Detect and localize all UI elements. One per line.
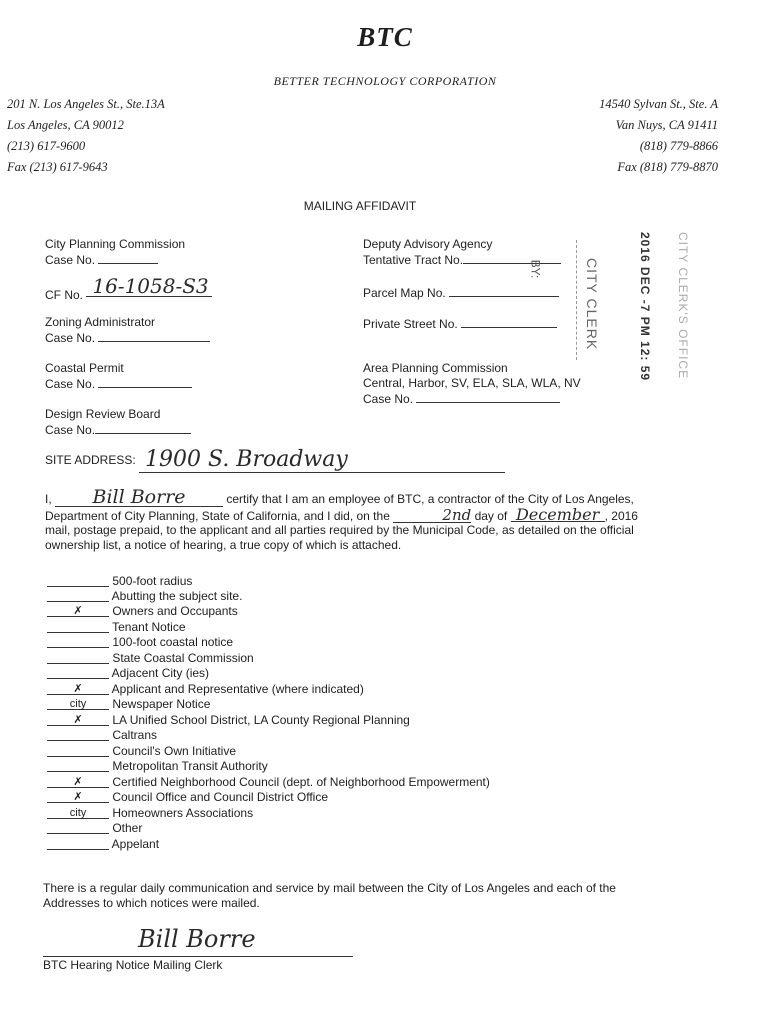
checklist-mark[interactable] [47,759,109,772]
checklist-label: Other [112,821,143,835]
closing-line1: There is a regular daily communication and service by mail between the City of Los Angeles and each of the [43,881,616,895]
checklist-mark[interactable] [47,821,109,834]
checklist-label: 500-foot radius [112,574,193,588]
drb-label: Design Review Board [45,407,161,421]
checklist-label: Newspaper Notice [112,697,211,711]
right-address-line: Van Nuys, CA 91411 [615,118,718,132]
document-heading: MAILING AFFIDAVIT [303,199,417,213]
checklist-item[interactable] [47,635,233,650]
checklist-mark[interactable]: ✗ [47,790,109,803]
checklist-label: State Coastal Commission [112,651,254,665]
private-field [363,316,557,332]
company-logo-title: BTC [357,22,413,52]
checklist-label: Homeowners Associations [112,806,254,820]
checklist-item[interactable] [47,666,209,681]
signature-value[interactable]: Bill Borre [43,922,353,957]
coastal-case-input[interactable] [98,376,192,388]
checklist-mark[interactable]: ✗ [47,775,109,788]
site-address-label: SITE ADDRESS: [45,453,136,467]
checklist-item[interactable] [47,682,364,697]
closing-line2: Addresses to which notices were mailed. [43,896,260,910]
checklist-label: Certified Neighborhood Council (dept. of Neighborhood Empowerment) [112,775,490,789]
certify-prefix: I, [45,492,52,506]
coastal-case-label: Case No. [45,377,96,391]
certify-name[interactable]: Bill Borre [55,488,223,507]
private-label: Private Street No. [363,317,458,331]
checklist-label: LA Unified School District, LA County Regional Planning [112,713,410,727]
apc-areas: Central, Harbor, SV, ELA, SLA, WLA, NV [363,376,581,390]
left-address-line: Los Angeles, CA 90012 [7,118,124,132]
stamp-date: 2016 DEC -7 PM 12: 59 [638,232,652,382]
checklist-item[interactable] [47,604,238,619]
apc-case-input[interactable] [416,391,560,403]
checklist-mark[interactable] [47,635,109,648]
checklist-item[interactable] [47,713,410,728]
checklist-item[interactable] [47,651,254,666]
drb-case-label: Case No. [45,423,96,437]
checklist-label: Applicant and Representative (where indicated) [111,682,364,696]
certify-day[interactable]: 2nd [393,509,471,523]
checklist-mark[interactable] [47,620,109,633]
cpc-case-label: Case No. [45,253,96,267]
left-address-block [7,94,165,178]
checklist-mark[interactable] [47,837,109,850]
checklist-mark[interactable]: ✗ [47,713,109,726]
checklist-label: Appelant [111,837,160,851]
right-address-line: Fax (818) 779-8870 [617,160,718,174]
checklist-label: 100-foot coastal notice [112,635,234,649]
tract-label: Tentative Tract No. [363,253,464,267]
checklist-item[interactable] [47,759,268,774]
site-address-field [45,448,505,478]
za-case-input[interactable] [98,330,210,342]
company-name: BETTER TECHNOLOGY CORPORATION [273,74,497,88]
closing-statement [43,881,616,911]
coastal-field [45,361,192,392]
checklist-item[interactable] [47,744,236,759]
cpc-case-input[interactable] [98,252,158,264]
certification-paragraph [45,488,735,553]
right-address-block [599,94,718,178]
certify-line1: certify that I am an employee of BTC, a contractor of the City of Los Angeles, [226,492,634,506]
cf-field [45,276,212,302]
certify-line2a: Department of City Planning, State of California, and I did, on the [45,509,390,523]
checklist-mark[interactable] [47,574,109,587]
checklist-item[interactable] [47,806,253,821]
left-address-line: (213) 617-9600 [7,139,86,153]
checklist-item[interactable] [47,790,328,805]
checklist-item[interactable] [47,697,210,712]
signature-caption: BTC Hearing Notice Mailing Clerk [43,958,223,972]
daa-label: Deputy Advisory Agency [363,237,493,251]
cf-value[interactable]: 16-1058-S3 [86,276,212,297]
checklist-mark[interactable]: ✗ [47,682,109,695]
checklist-mark[interactable]: ✗ [47,604,109,617]
checklist-item[interactable] [47,620,186,635]
right-address-line: 14540 Sylvan St., Ste. A [599,97,718,111]
checklist-label: Owners and Occupants [112,604,238,618]
checklist-label: Abutting the subject site. [111,589,243,603]
checklist-label: Adjacent City (ies) [111,666,210,680]
drb-field [45,407,191,438]
coastal-label: Coastal Permit [45,361,124,375]
drb-case-input[interactable] [95,422,191,434]
checklist-mark[interactable] [47,666,109,679]
checklist-label: Caltrans [112,728,158,742]
cf-label: CF No. [45,288,84,302]
site-address-value[interactable]: 1900 S. Broadway [139,448,505,473]
za-label: Zoning Administrator [45,315,156,329]
apc-case-label: Case No. [363,392,414,406]
certify-year: , 2016 [604,509,638,523]
checklist-label: Council's Own Initiative [112,744,237,758]
za-case-label: Case No. [45,331,96,345]
checklist-item[interactable] [47,837,159,852]
checklist-mark[interactable] [47,744,109,757]
right-address-line: (818) 779-8866 [639,139,718,153]
checklist-mark[interactable] [47,589,109,602]
apc-label: Area Planning Commission [363,361,508,375]
city-clerk-stamp [528,232,710,390]
checklist-mark[interactable]: city [47,806,109,819]
checklist-item[interactable] [47,728,157,743]
checklist-mark[interactable]: city [47,697,109,710]
za-field [45,315,210,346]
left-address-line: 201 N. Los Angeles St., Ste.13A [7,97,165,111]
checklist-item[interactable] [47,589,242,604]
certify-month[interactable]: December [511,508,605,522]
checklist-label: Tenant Notice [112,620,186,634]
left-address-line: Fax (213) 617-9643 [7,160,108,174]
stamp-clerk: CITY CLERK [584,258,600,351]
stamp-office: CITY CLERK'S OFFICE [676,232,690,380]
signature-block [43,922,353,972]
checklist-mark[interactable] [47,728,109,741]
parcel-field [363,285,559,301]
certify-line4: ownership list, a notice of hearing, a true copy of which is attached. [45,538,402,552]
checklist-label: Metropolitan Transit Authority [112,759,268,773]
stamp-by: BY: [528,259,543,279]
certify-line3: mail, postage prepaid, to the applicant and all parties required by the Municipal Code, as detailed on the official [45,523,634,537]
checklist-mark[interactable] [47,651,109,664]
parcel-label: Parcel Map No. [363,286,446,300]
checklist-item[interactable] [47,821,142,836]
checklist-label: Council Office and Council District Office [112,790,328,804]
certify-line2b: day of [474,509,508,523]
checklist-item[interactable] [47,574,192,589]
cpc-label: City Planning Commission [45,237,186,251]
checklist-item[interactable] [47,775,490,790]
cpc-field [45,237,185,268]
